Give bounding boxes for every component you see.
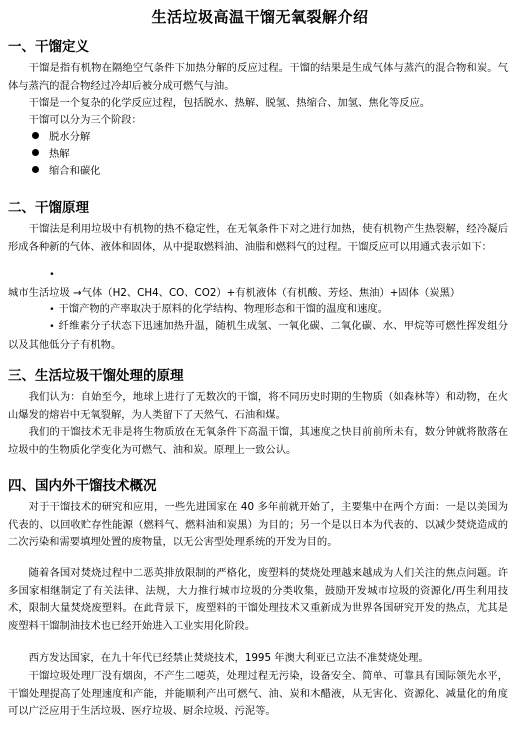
section-2-heading: 二、干馏原理: [8, 200, 89, 216]
bullet-icon: •: [49, 322, 55, 332]
section-4-paragraph-3: 西方发达国家，在九十年代已经禁止焚烧技术，1995 年澳大利亚已立法不准焚烧处理。: [28, 652, 429, 664]
stage-list-item: 脱水分解: [32, 129, 90, 147]
bullet-icon: [32, 166, 39, 173]
bullet-icon: [32, 132, 39, 139]
section-4-paragraph-4: 干馏垃圾处理厂没有烟囱，不产生二噁英，处理过程无污染，设备安全、简单、可靠具有国际领先水平，干馏处理提高了处理速度和产能，并能顺利产出可燃气、油、炭和木醋液，从无害化、资源化、减量化的角度可以广泛应用于生活垃圾、医疗垃圾、厨余垃圾、污泥等。: [8, 670, 508, 718]
section-4-paragraph-2: 随着各国对焚烧过程中二恶英排放限制的严格化，废塑料的焚烧处理越来越成为人们关注的焦点问题。许多国家相继制定了有关法律、法规，大力推行城市垃圾的分类收集，鼓励开发城市垃圾的资源化/再生利用技术，限制大量焚烧废塑料。在此背景下，废塑料的干馏处理技术又重新成为世界各国研究开发的热点，尤其是废塑料干馏制油技术也已经开始进入工业实用化阶段。: [8, 567, 508, 632]
section-1-heading: 一、干馏定义: [8, 39, 89, 55]
section-2-point-2: • 干馏产物的产率取决于原料的化学结构、物理形态和干馏的温度和速度。: [8, 301, 508, 320]
stage-list-item: 热解: [32, 146, 70, 164]
stage-list-item: 缩合和碳化: [32, 163, 100, 181]
bullet-icon: [32, 149, 39, 156]
section-4-paragraph-1: 对于干馏技术的研究和应用，一些先进国家在 40 多年前就开始了，主要集中在两个方面：一是以美国为代表的、以回收贮存性能源（燃料气、燃料油和炭黑）为目的；另一个是以日本为代表的、以减少焚烧造成的二次污染和需要填埋处置的废物量，以无公害型处理系统的开发为目的。: [8, 501, 508, 549]
document-title: 生活垃圾高温干馏无氧裂解介绍: [151, 8, 369, 26]
section-1-paragraph-2: 干馏是一个复杂的化学反应过程，包括脱水、热解、脱氢、热缩合、加氢、焦化等反应。: [28, 97, 431, 109]
section-3-heading: 三、生活垃圾干馏处理的原理: [8, 368, 184, 384]
bullet-icon: •: [49, 305, 55, 315]
section-1-paragraph-1: 干馏是指有机物在隔绝空气条件下加热分解的反应过程。干馏的结果是生成气体与蒸汽的混合物和炭。气体与蒸汽的混合物经过冷却后被分成可燃气与油。: [8, 62, 508, 92]
section-3-paragraph-2: 我们的干馏技术无非是将生物质放在无氧条件下高温干馏，其速度之快目前前所未有，数分钟就将散落在垃圾中的生物质化学变化为可燃气、油和炭。原理上一致公认。: [8, 426, 508, 456]
bullet-icon: •: [49, 270, 55, 280]
section-3-paragraph-1: 我们认为：自始至今，地球上进行了无数次的干馏，将不同历史时期的生物质（如森林等）和动物，在火山爆发的熔岩中无氧裂解，为人类留下了天然气、石油和煤。: [8, 391, 508, 421]
section-4-heading: 四、国内外干馏技术概况: [8, 478, 157, 494]
section-1-paragraph-3: 干馏可以分为三个阶段：: [28, 114, 142, 126]
section-2-point-3: • 纤维素分子状态下迅速加热升温，随机生成氢、一氧化碳、二氧化碳、水、甲烷等可燃性挥发组分以及其他低分子有机物。: [8, 320, 508, 351]
section-2-paragraph-1: 干馏法是利用垃圾中有机物的热不稳定性，在无氧条件下对之进行加热，使有机物产生热裂解，经冷凝后形成各种新的气体、液体和固体，从中提取燃料油、油脂和燃料气的过程。干馏反应可以用通式表示如下：: [8, 223, 508, 253]
section-2-formula: •城市生活垃圾 →气体（H2、CH4、CO、CO2）+有机液体（有机酸、芳烃、焦油）+固体（炭黑）: [8, 266, 508, 302]
